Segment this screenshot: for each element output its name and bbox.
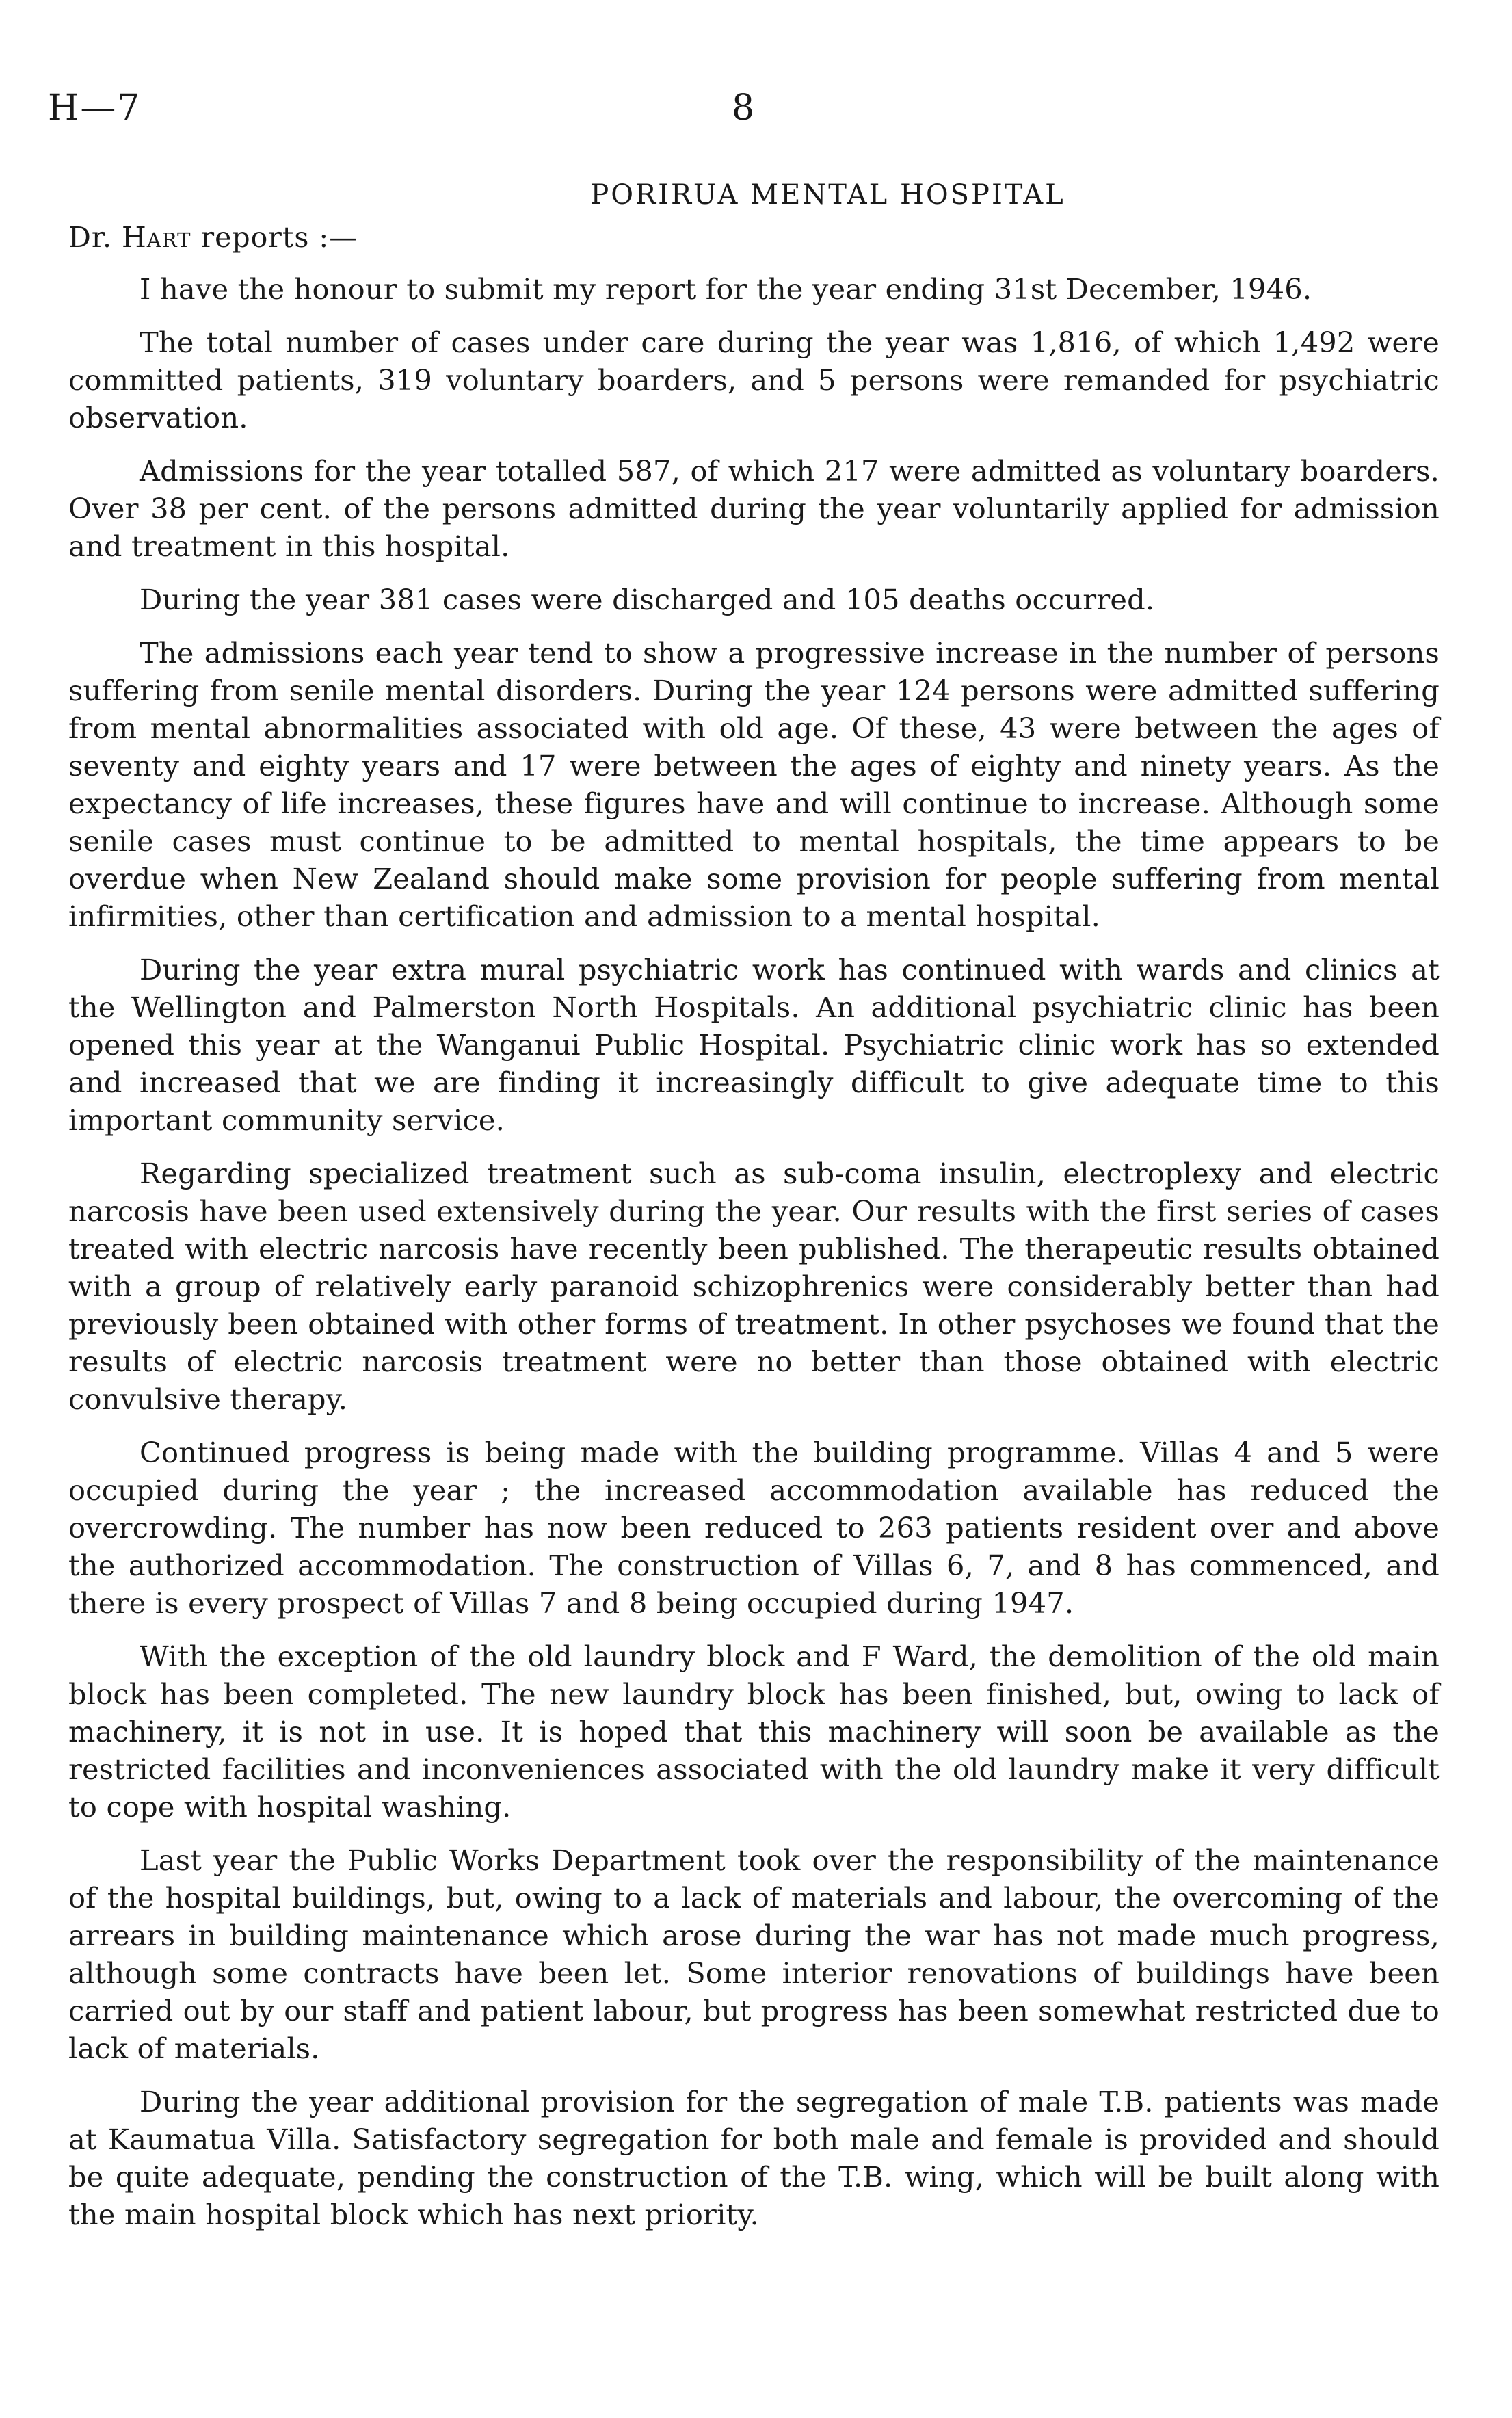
paragraph: The admissions each year tend to show a progressive increase in the number of persons suffering from senile mental disorders. During the year 124 persons were admitted suffering from mental abnormalities associated with old age. Of these, 43 were between the ages of seventy and eighty years and 17 were between the ages of eighty and ninety years. As the expectancy of life increases, these figures have and will continue to increase. Although some senile cases must continue to be admitted to mental hospitals, the time appears to be overdue when New Zealand should make some provision for people suffering from mental infirmities, other than certification and admission to a mental hospital. (68, 636, 1440, 933)
paragraph: During the year extra mural psychiatric work has continued with wards and clinics at the Wellington and Palmerston North Hospitals. An additional psychiatric clinic has been opened this year at the Wanganui Public Hospital. Psychiatric clinic work has so extended and increased that we are finding it increasingly difficult to give adequate time to this important community service. (68, 953, 1440, 1137)
author-name: Hart (122, 221, 191, 254)
paragraph: Continued progress is being made with the building programme. Villas 4 and 5 were occupied during the year ; the increased accommodation available has reduced the overcrowding. The number has now been reduced to 263 patients resident over and above the authorized accommodation. The construction of Villas 6, 7, and 8 has commenced, and there is every prospect of Villas 7 and 8 being occupied during 1947. (68, 1436, 1440, 1620)
paragraph: With the exception of the old laundry block and F Ward, the demolition of the old main block has been completed. The new laundry block has been finished, but, owing to lack of machinery, it is not in use. It is hoped that this machinery will soon be available as the restricted facilities and inconveniences associated with the old laundry make it very difficult to cope with hospital washing. (68, 1640, 1440, 1824)
paragraph: I have the honour to submit my report for the year ending 31st December, 1946. (140, 272, 1312, 306)
intro-prefix: Dr. (68, 221, 112, 254)
paragraph: Admissions for the year totalled 587, of which 217 were admitted as voluntary boarders. Over 38 per cent. of the persons admitted during the year voluntarily applied for admission and treatment in this hospital. (68, 454, 1440, 563)
intro-suffix: reports :— (200, 221, 358, 254)
paragraph: Regarding specialized treatment such as sub-coma insulin, electroplexy and electric narcosis have been used extensively during the year. Our results with the first series of cases treated with electric narcosis have recently been published. The therapeutic results obtained with a group of relatively early paranoid schizophrenics were considerably better than had previously been obtained with other forms of treatment. In other psychoses we found that the results of electric narcosis treatment were no better than those obtained with electric convulsive therapy. (68, 1157, 1440, 1416)
paragraph: During the year 381 cases were discharged and 105 deaths occurred. (140, 583, 1155, 616)
section-title: PORIRUA MENTAL HOSPITAL (590, 179, 1065, 211)
paragraph: During the year additional provision for the segregation of male T.B. patients was made at Kaumatua Villa. Satisfactory segregation for both male and female is provided and should be quite adequate, pending the construction of the T.B. wing, which will be built along with the main hospital block which has next priority. (68, 2085, 1440, 2231)
page-number: 8 (732, 88, 755, 129)
paragraph: The total number of cases under care during the year was 1,816, of which 1,492 were committed patients, 319 voluntary boarders, and 5 persons were remanded for psychiatric observation. (68, 326, 1440, 434)
report-body (68, 270, 1440, 2249)
report-intro (68, 221, 358, 254)
paragraph: Last year the Public Works Department took over the responsibility of the maintenance of the hospital buildings, but, owing to a lack of materials and labour, the overcoming of the arrears in building maintenance which arose during the war has not made much progress, although some contracts have been let. Some interior renovations of buildings have been carried out by our staff and patient labour, but progress has been somewhat restricted due to lack of materials. (68, 1843, 1440, 2065)
report-code: H—7 (48, 88, 142, 129)
